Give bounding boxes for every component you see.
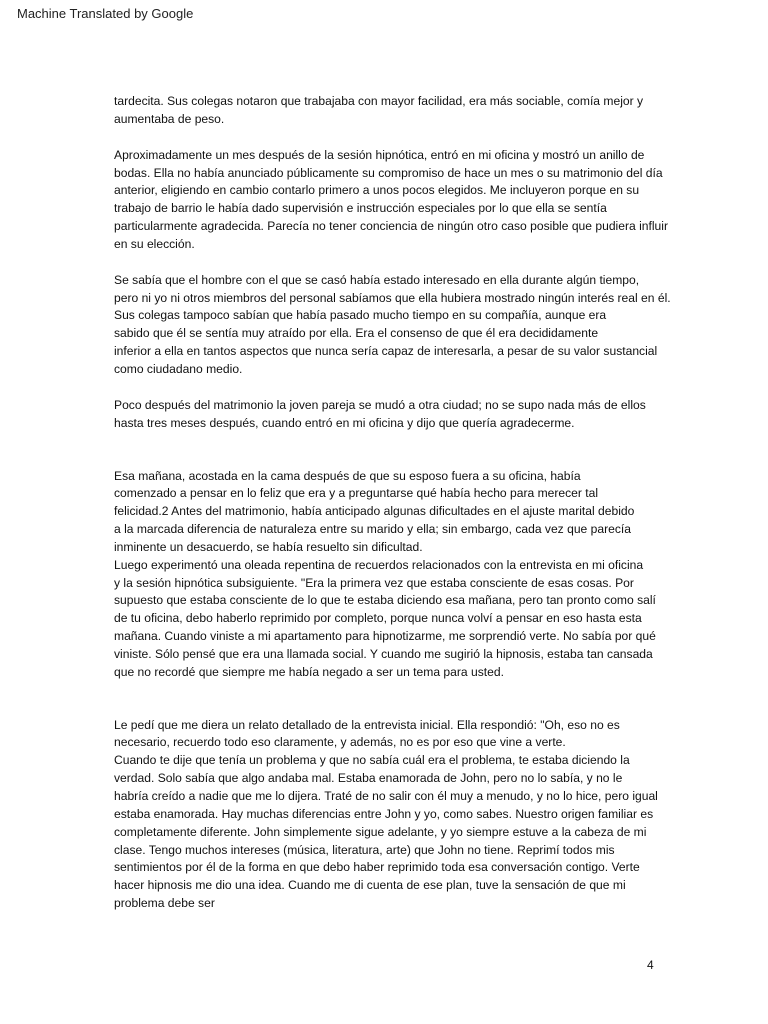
text-line: supuesto que estaba consciente de lo que te estaba diciendo esa mañana, pero tan pronto como salí bbox=[114, 593, 656, 608]
paragraph-1 bbox=[114, 93, 644, 129]
text-line: hacer hipnosis me dio una idea. Cuando me di cuenta de ese plan, tuve la sensación de que mi bbox=[114, 878, 626, 893]
text-line: clase. Tengo muchos intereses (música, literatura, arte) que John no tiene. Reprimí todos mis bbox=[114, 842, 615, 857]
text-line: estaba enamorada. Hay muchas diferencias entre John y yo, como sabes. Nuestro origen familiar es bbox=[114, 806, 654, 821]
machine-translation-notice: Machine Translated by Google bbox=[17, 6, 194, 21]
text-line: que no recordé que siempre me había negado a ser un tema para usted. bbox=[114, 664, 504, 679]
text-line: tardecita. Sus colegas notaron que trabajaba con mayor facilidad, era más sociable, comía mejor y bbox=[114, 94, 644, 108]
page-number: 4 bbox=[647, 958, 654, 972]
text-line: habría creído a nadie que me lo dijera. Traté de no salir con él muy a menudo, y no lo hice, pero igual bbox=[114, 789, 658, 803]
text-line: pero ni yo ni otros miembros del personal sabíamos que ella hubiera mostrado ningún interés real en él. bbox=[114, 290, 671, 305]
text-line: particularmente agradecida. Parecía no tener conciencia de ningún otro caso posible que pudiera influir bbox=[114, 219, 668, 234]
text-line: Esa mañana, acostada en la cama después de que su esposo fuera a su oficina, había bbox=[114, 468, 581, 483]
text-line: en su elección. bbox=[114, 236, 195, 251]
text-line: necesario, recuerdo todo eso claramente, y además, no es por eso que vine a verte. bbox=[114, 735, 566, 750]
text-line: a la marcada diferencia de naturaleza entre su marido y ella; sin embargo, cada vez que parecía bbox=[114, 522, 631, 537]
document-body bbox=[114, 93, 671, 913]
text-line: hasta tres meses después, cuando entró en mi oficina y dijo que quería agradecerme. bbox=[114, 415, 575, 430]
text-line: inminente un desacuerdo, se había resuelto sin dificultad. bbox=[114, 539, 423, 554]
text-line: Sus colegas tampoco sabían que había pasado mucho tiempo en su compañía, aunque era bbox=[114, 308, 607, 323]
text-line: como ciudadano medio. bbox=[114, 361, 243, 376]
paragraph-5 bbox=[114, 468, 656, 682]
text-line: anterior, eligiendo en cambio contarlo primero a unos pocos elegidos. Me incluyeron porque en su bbox=[114, 183, 640, 198]
text-line: felicidad.2 Antes del matrimonio, había anticipado algunas dificultades en el ajuste marital debido bbox=[114, 504, 635, 519]
text-line: Se sabía que el hombre con el que se casó había estado interesado en ella durante algún tiempo, bbox=[114, 272, 640, 287]
text-line: mañana. Cuando viniste a mi apartamento para hipnotizarme, me sorprendió verte. No sabía por qué bbox=[114, 629, 656, 644]
paragraph-2 bbox=[114, 147, 668, 254]
text-line: sabido que él se sentía muy atraído por ella. Era el consenso de que él era decididamente bbox=[114, 326, 599, 341]
text-line: comenzado a pensar en lo feliz que era y a preguntarse qué había hecho para merecer tal bbox=[114, 486, 599, 501]
text-line: viniste. Sólo pensé que era una llamada social. Y cuando me sugirió la hipnosis, estaba tan cansada bbox=[114, 646, 653, 661]
text-line: Le pedí que me diera un relato detallado de la entrevista inicial. Ella respondió: "Oh, eso no es bbox=[114, 717, 620, 732]
text-line: inferior a ella en tantos aspectos que nunca sería capaz de interesarla, a pesar de su valor sustancial bbox=[114, 344, 658, 359]
paragraph-3 bbox=[114, 272, 671, 379]
text-line: Cuando te dije que tenía un problema y que no sabía cuál era el problema, te estaba diciendo la bbox=[114, 753, 630, 768]
text-line: problema debe ser bbox=[114, 896, 215, 911]
paragraph-6 bbox=[114, 717, 658, 913]
text-line: Luego experimentó una oleada repentina de recuerdos relacionados con la entrevista en mi oficina bbox=[114, 557, 644, 572]
text-line: Poco después del matrimonio la joven pareja se mudó a otra ciudad; no se supo nada más de ellos bbox=[114, 397, 646, 412]
text-line: y la sesión hipnótica subsiguiente. "Era la primera vez que estaba consciente de esas cosas. Por bbox=[114, 575, 634, 590]
text-line: aumentaba de peso. bbox=[114, 111, 225, 126]
text-line: bodas. Ella no había anunciado públicamente su compromiso de hace un mes o su matrimonio del día bbox=[114, 165, 663, 180]
paragraph-4 bbox=[114, 397, 644, 433]
text-line: Aproximadamente un mes después de la sesión hipnótica, entró en mi oficina y mostró un anillo de bbox=[114, 147, 645, 162]
text-line: verdad. Solo sabía que algo andaba mal. Estaba enamorada de John, pero no lo sabía, y no le bbox=[114, 771, 623, 786]
text-line: trabajo de barrio le había dado supervisión e instrucción especiales por lo que ella se sentía bbox=[114, 201, 607, 216]
text-line: de tu oficina, debo haberlo reprimido por completo, porque nunca volví a pensar en eso hasta esta bbox=[114, 611, 642, 626]
text-line: completamente diferente. John simplemente sigue adelante, y yo siempre estuve a la cabeza de mi bbox=[114, 824, 647, 839]
text-line: sentimientos por él de la forma en que debo haber reprimido toda esa conversación contigo. Verte bbox=[114, 860, 640, 875]
